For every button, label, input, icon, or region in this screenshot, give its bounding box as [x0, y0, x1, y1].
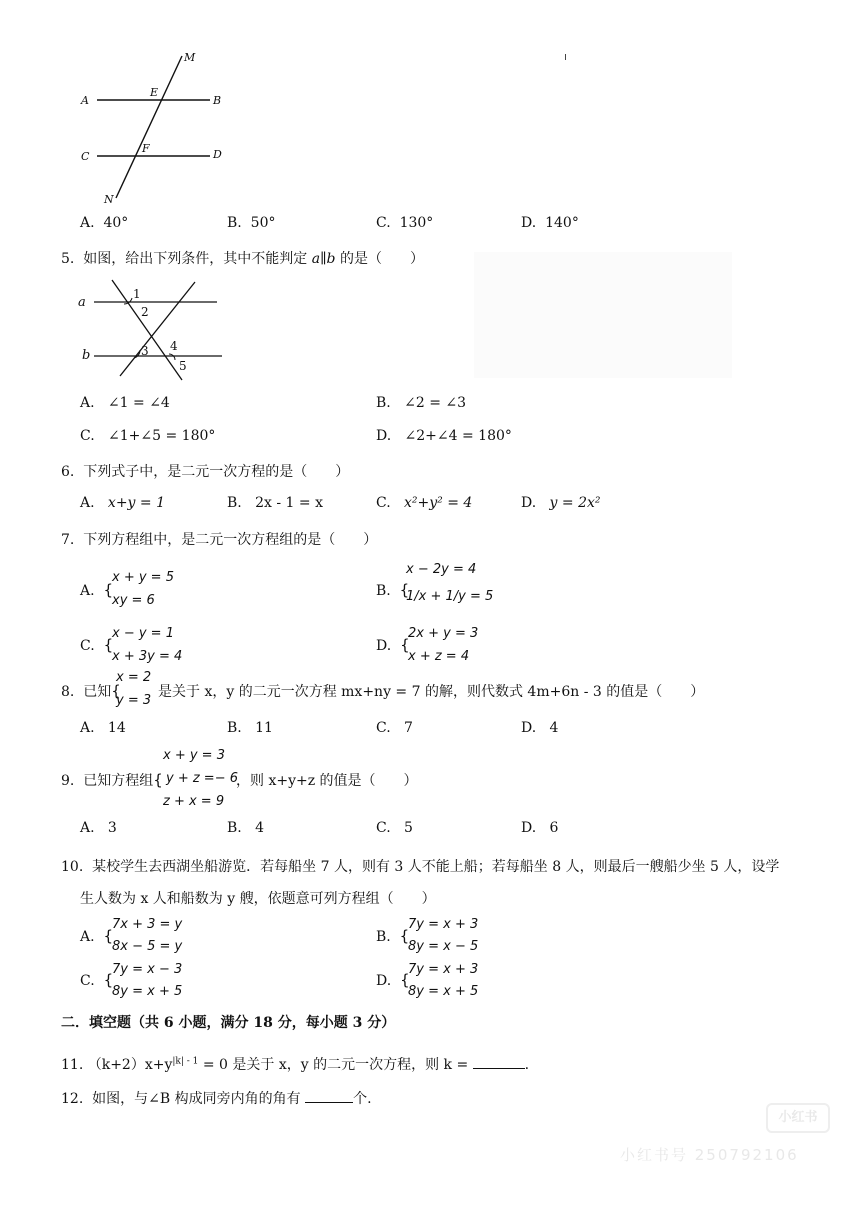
label-M: M — [184, 51, 196, 64]
intersecting-lines-figure-q5 — [72, 276, 232, 386]
question-number: 7. — [61, 532, 75, 548]
q5-stem-tail: 的是（ ） — [335, 251, 424, 267]
option-letter: B. — [227, 215, 242, 231]
option-text: ∠2+∠4 = 180° — [404, 428, 512, 444]
q11-stem — [61, 1054, 529, 1074]
question-number: 12. — [61, 1091, 84, 1107]
q7-option-b[interactable] — [376, 581, 409, 599]
q10c-line1: 7y = x − 3 — [112, 962, 183, 977]
q8-option-c[interactable] — [376, 720, 413, 736]
option-letter: B. — [376, 583, 391, 599]
option-letter: A. — [80, 583, 95, 599]
q6-stem-text: 下列式子中，是二元一次方程的是（ ） — [83, 464, 350, 480]
option-text: 2x - 1 = x — [255, 495, 323, 511]
question-number: 11. — [61, 1057, 84, 1073]
q5-option-d[interactable] — [376, 428, 512, 444]
option-text: ∠1 = ∠4 — [107, 395, 170, 411]
label-C: C — [81, 150, 90, 163]
label-A: A — [81, 94, 89, 107]
label-B: B — [213, 94, 222, 107]
q8-option-b[interactable] — [227, 720, 273, 736]
q10-stem-text: 某校学生去西湖坐船游览．若每船坐 7 人，则有 3 人不能上船；若每船坐 8 人，则最后一艘船少坐 5 人，设学 — [92, 859, 780, 875]
option-letter: D. — [376, 973, 392, 989]
brace-icon: { — [103, 636, 114, 654]
q7a-line1: x + y = 5 — [112, 570, 174, 585]
q8-option-a[interactable] — [80, 720, 126, 736]
q10-option-b[interactable] — [376, 927, 409, 945]
q7b-line2: 1/x + 1/y = 5 — [406, 589, 494, 604]
label-D: D — [213, 148, 222, 161]
q7-option-a[interactable] — [80, 581, 113, 599]
option-letter: D. — [376, 638, 392, 654]
q8-option-d[interactable] — [521, 720, 558, 736]
answer-blank[interactable] — [473, 1068, 525, 1069]
option-letter: D. — [521, 720, 537, 736]
q9-option-c[interactable] — [376, 820, 413, 836]
q7-option-c[interactable] — [80, 636, 113, 654]
q11-exponent: |k| - 1 — [172, 1056, 199, 1067]
brace-icon: { — [399, 927, 410, 945]
q10-option-c[interactable] — [80, 971, 113, 989]
q5-option-a[interactable] — [80, 395, 170, 411]
tick-mark — [565, 54, 566, 60]
q7-option-d[interactable] — [376, 636, 410, 654]
parallel-lines-figure-q4 — [70, 48, 240, 208]
q9-sys-line2: y + z =− 6 — [166, 771, 238, 786]
q10d-line1: 7y = x + 3 — [408, 962, 479, 977]
brace-icon: { — [103, 971, 114, 989]
q7d-line1: 2x + y = 3 — [408, 626, 479, 641]
q4-option-a[interactable] — [80, 215, 128, 231]
q10-stem-line2: 生人数为 x 人和船数为 y 艘，依题意可列方程组（ ） — [80, 891, 436, 907]
brace-icon: { — [153, 771, 163, 789]
q5-option-c[interactable] — [80, 428, 215, 444]
question-number: 9. — [61, 773, 75, 789]
option-text: 40° — [103, 215, 129, 231]
q4-option-c[interactable] — [376, 215, 433, 231]
option-text: x²+y² = 4 — [404, 495, 473, 511]
q8-sys-line2: y = 3 — [116, 693, 152, 708]
option-text: y = 2x² — [549, 495, 601, 511]
option-letter: D. — [521, 215, 537, 231]
option-letter: B. — [227, 820, 242, 836]
q9-stem-rest: ，则 x+y+z 的值是（ ） — [236, 773, 418, 789]
watermark-logo-text: 小红书 — [778, 1110, 818, 1125]
option-letter: C. — [80, 973, 95, 989]
brace-icon: { — [103, 927, 114, 945]
label-N: N — [104, 193, 114, 206]
label-F: F — [142, 142, 150, 155]
q6-stem — [61, 461, 349, 481]
q7d-line2: x + z = 4 — [408, 649, 470, 664]
option-letter: C. — [80, 638, 95, 654]
q10b-line1: 7y = x + 3 — [408, 917, 479, 932]
q6-option-b[interactable] — [227, 495, 323, 511]
option-text: 4 — [255, 820, 265, 836]
q7-stem-text: 下列方程组中，是二元一次方程组的是（ ） — [83, 532, 378, 548]
q11-text-a: （k+2）x+y — [87, 1057, 173, 1073]
q6-option-d[interactable] — [521, 495, 601, 511]
brace-icon: { — [400, 971, 410, 989]
q9-option-a[interactable] — [80, 820, 117, 836]
q8-stem — [61, 681, 121, 701]
brace-icon: { — [399, 581, 410, 599]
q9-stem — [61, 770, 163, 790]
brace-icon: { — [111, 682, 121, 700]
q11-end: . — [524, 1057, 530, 1073]
q5-stem-var: a∥b — [311, 251, 336, 267]
section-title: 二．填空题（共 6 小题，满分 18 分，每小题 3 分） — [61, 1015, 396, 1031]
q4-option-d[interactable] — [521, 215, 579, 231]
option-letter: C. — [376, 720, 391, 736]
option-letter: C. — [376, 820, 391, 836]
q4-option-b[interactable] — [227, 215, 275, 231]
option-letter: D. — [521, 495, 537, 511]
q10c-line2: 8y = x + 5 — [112, 984, 183, 999]
watermark-id: 小红书号 250792106 — [620, 1146, 799, 1164]
question-number: 6. — [61, 464, 75, 480]
angle-5-label: 5 — [179, 359, 187, 373]
q7-stem — [61, 529, 377, 549]
label-E: E — [150, 86, 159, 99]
angle-1-label: 1 — [133, 287, 141, 301]
option-letter: D. — [376, 428, 392, 444]
q9-sys-line1: x + y = 3 — [163, 748, 225, 763]
q10d-line2: 8y = x + 5 — [408, 984, 479, 999]
q6-option-a[interactable] — [80, 495, 165, 511]
angle-2-label: 2 — [141, 305, 149, 319]
option-text: 14 — [107, 720, 126, 736]
option-letter: A. — [80, 820, 95, 836]
option-text: x+y = 1 — [107, 495, 165, 511]
q7c-line2: x + 3y = 4 — [112, 649, 183, 664]
q8-sys-line1: x = 2 — [116, 670, 152, 685]
watermark-logo — [766, 1103, 830, 1133]
brace-icon: { — [103, 581, 114, 599]
brace-icon: { — [400, 636, 410, 654]
option-text: ∠2 = ∠3 — [404, 395, 467, 411]
q9-sys-line3: z + x = 9 — [163, 794, 225, 809]
option-letter: A. — [80, 929, 95, 945]
option-letter: D. — [521, 820, 537, 836]
q12-text-a: 如图，与∠B 构成同旁内角的角有 — [92, 1091, 306, 1107]
option-letter: B. — [376, 395, 391, 411]
q5-option-b[interactable] — [376, 395, 466, 411]
q8-stem-prefix: 已知 — [83, 684, 112, 700]
q7a-line2: xy = 6 — [112, 593, 155, 608]
option-letter: B. — [227, 495, 242, 511]
q10b-line2: 8y = x − 5 — [408, 939, 479, 954]
q10-option-a[interactable] — [80, 927, 113, 945]
q7b-line1: x − 2y = 4 — [406, 562, 477, 577]
q7c-line1: x − y = 1 — [112, 626, 174, 641]
option-text: 7 — [404, 720, 413, 736]
option-letter: B. — [376, 929, 391, 945]
q9-stem-prefix: 已知方程组 — [83, 773, 154, 789]
question-number: 10. — [61, 859, 84, 875]
q8-stem-rest: 是关于 x，y 的二元一次方程 mx+ny = 7 的解，则代数式 4m+6n - 3 的值是（ ） — [158, 684, 705, 700]
label-b: b — [82, 348, 91, 363]
q11-text-b: = 0 是关于 x，y 的二元一次方程，则 k = — [198, 1057, 469, 1073]
option-letter: C. — [376, 495, 391, 511]
faint-rectangle — [474, 252, 732, 378]
question-number: 5. — [61, 251, 75, 267]
question-number: 8. — [61, 684, 75, 700]
option-letter: A. — [80, 495, 95, 511]
option-text: 6 — [549, 820, 559, 836]
label-a: a — [78, 295, 86, 310]
option-text: 5 — [404, 820, 413, 836]
q10-stem-line1 — [61, 856, 779, 876]
option-text: 4 — [549, 720, 559, 736]
q12-end: 个. — [353, 1091, 372, 1107]
q5-stem-text: 如图，给出下列条件，其中不能判定 — [83, 251, 312, 267]
q9-option-b[interactable] — [227, 820, 264, 836]
q10-option-d[interactable] — [376, 971, 410, 989]
q10a-line2: 8x − 5 = y — [112, 939, 183, 954]
option-letter: A. — [80, 720, 95, 736]
option-letter: A. — [80, 215, 95, 231]
q10a-line1: 7x + 3 = y — [112, 917, 183, 932]
option-text: 3 — [107, 820, 117, 836]
answer-blank[interactable] — [305, 1102, 353, 1103]
q5-stem — [61, 248, 424, 268]
option-text: 130° — [399, 215, 434, 231]
option-letter: B. — [227, 720, 242, 736]
option-letter: C. — [80, 428, 95, 444]
option-text: 140° — [545, 215, 579, 231]
option-text: ∠1+∠5 = 180° — [108, 428, 216, 444]
option-text: 50° — [250, 215, 276, 231]
option-letter: C. — [376, 215, 391, 231]
option-letter: A. — [80, 395, 95, 411]
angle-4-label: 4 — [170, 339, 178, 353]
q12-stem — [61, 1088, 372, 1108]
option-text: 11 — [255, 720, 273, 736]
angle-3-label: 3 — [141, 344, 149, 358]
q6-option-c[interactable] — [376, 495, 472, 511]
q9-option-d[interactable] — [521, 820, 558, 836]
